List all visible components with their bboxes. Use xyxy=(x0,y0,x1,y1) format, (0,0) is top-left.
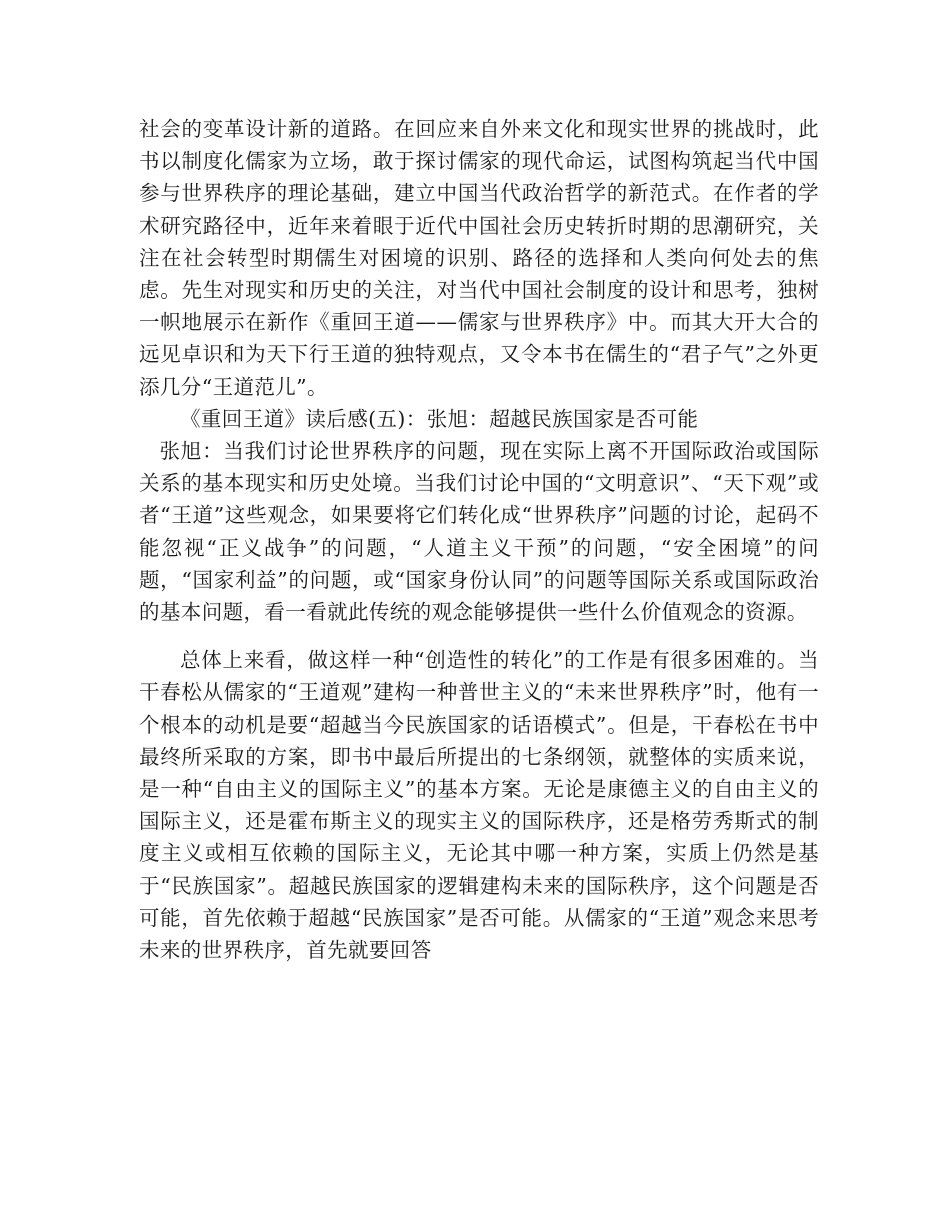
paragraph-zhang-xu: 张旭：当我们讨论世界秩序的问题，现在实际上离不开国际政治或国际关系的基本现实和历史处境。当我们讨论中国的“文明意识”、“天下观”或者“王道”这些观念，如果要将它们转化成“世界秩序”问题的讨论，起码不能忽视“正义战争”的问题，“人道主义干预”的问题，“安全困境”的问题，“国家利益”的问题，或“国家身份认同”的问题等国际关系或国际政治的基本问题，看一看就此传统的观念能够提供一些什么价值观念的资源。 xyxy=(139,439,819,625)
paragraph-intro-continuation: 社会的变革设计新的道路。在回应来自外来文化和现实世界的挑战时，此书以制度化儒家为立场，敢于探讨儒家的现代命运，试图构筑起当代中国参与世界秩序的理论基础，建立中国当代政治哲学的新范式。在作者的学术研究路径中，近年来着眼于近代中国社会历史转折时期的思潮研究，关注在社会转型时期儒生对困境的识别、路径的选择和人类向何处去的焦虑。先生对现实和历史的关注，对当代中国社会制度的设计和思考，独树一帜地展示在新作《重回王道——儒家与世界秩序》中。而其大开大合的远见卓识和为天下行王道的独特观点，又令本书在儒生的“君子气”之外更添几分“王道范儿”。 xyxy=(139,117,819,399)
paragraph-gap xyxy=(139,628,819,644)
paragraph-overall: 总体上来看，做这样一种“创造性的转化”的工作是有很多困难的。当干春松从儒家的“王道观”建构一种普世主义的“未来世界秩序”时，他有一个根本的动机是要“超越当今民族国家的话语模式”。但是，干春松在书中最终所采取的方案，即书中最后所提出的七条纲领，就整体的实质来说，是一种“自由主义的国际主义”的基本方案。无论是康德主义的自由主义的国际主义，还是霍布斯主义的现实主义的国际秩序，还是格劳秀斯式的制度主义或相互依赖的国际主义，无论其中哪一种方案，实质上仍然是基于“民族国家”。超越民族国家的逻辑建构未来的国际秩序，这个问题是否可能，首先依赖于超越“民族国家”是否可能。从儒家的“王道”观念来思考未来的世界秩序，首先就要回答 xyxy=(139,648,819,963)
document-body xyxy=(139,113,819,966)
section-heading: 《重回王道》读后感(五)：张旭：超越民族国家是否可能 xyxy=(180,406,699,431)
